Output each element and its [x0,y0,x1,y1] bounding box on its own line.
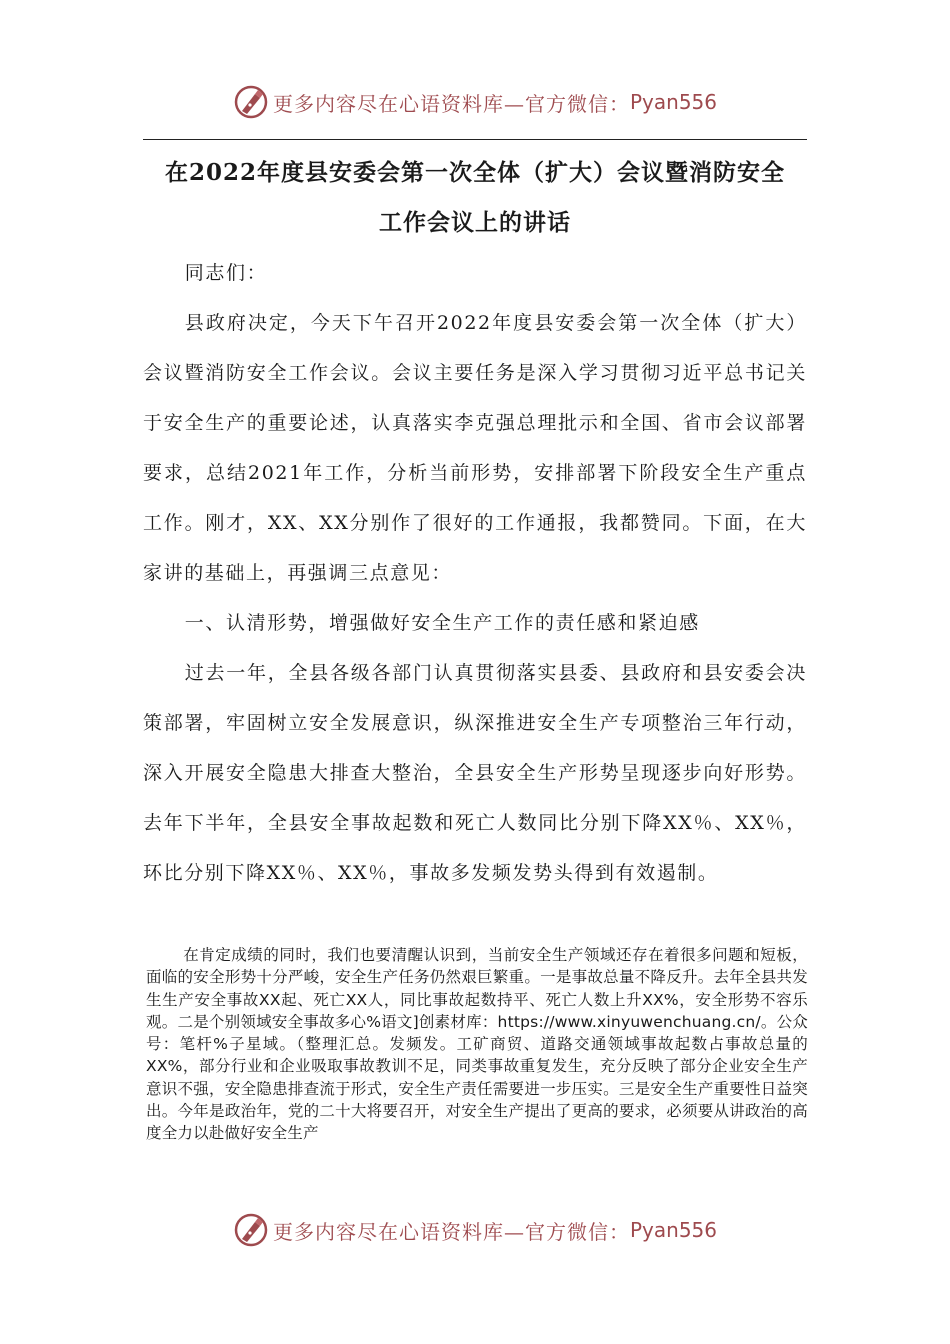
salutation: 同志们： [184,262,268,284]
pen-nib-logo-icon [233,1212,269,1248]
document-body [143,248,807,898]
footer-banner [0,1210,950,1250]
title-line-1: 在2022年度县安委会第一次全体（扩大）会议暨消防安全 [164,159,785,186]
footer-banner-wechat-id: Pyan556 [629,1218,717,1242]
paragraph-2: 过去一年，全县各级各部门认真贯彻落实县委、县政府和县安委会决策部署，牢固树立安全发展意识，纵深推进安全生产专项整治三年行动，深入开展安全隐患大排查大整治，全县安全生产形势呈现逐步向好形势。去年下半年，全县安全事故起数和死亡人数同比分别下降XX％、XX％，环比分别下降XX％、XX％，事故多发频发势头得到有效遏制。 [143,662,807,884]
header-banner [0,82,950,122]
section-heading-1: 一、认清形势，增强做好安全生产工作的责任感和紧迫感 [184,612,700,634]
title-line-2: 工作会议上的讲话 [379,209,571,236]
banner-wechat-id: Pyan556 [629,90,717,114]
paragraph-3: 在肯定成绩的同时，我们也要清醒认识到，当前安全生产领域还存在着很多问题和短板，面临的安全形势十分严峻，安全生产任务仍然艰巨繁重。一是事故总量不降反升。去年全县共发生生产安全事故XX起、死亡XX人，同比事故起数持平、死亡人数上升XX%，安全形势不容乐观。二是个别领域安全事故多心%语文]创素材库：https://www.xinyuwenchuang.cn/。公众号：笔杆%子星域。（整理汇总。发频发。工矿商贸、道路交通领域事故起数占事故总量的XX%，部分行业和企业吸取事故教训不足，同类事故重复发生，充分反映了部分企业安全生产意识不强，安全隐患排查流于形式，安全生产责任需要进一步压实。三是安全生产重要性日益突出。今年是政治年，党的二十大将要召开，对安全生产提出了更高的要求，必须要从讲政治的高度全力以赴做好安全生产 [146,946,808,1143]
pen-nib-logo-icon [233,84,269,120]
banner-text: 更多内容尽在心语资料库—官方微信： [272,91,630,116]
header-divider [143,139,807,140]
document-title [143,148,807,248]
footer-banner-text: 更多内容尽在心语资料库—官方微信： [272,1219,630,1244]
dense-text-block [146,944,808,1145]
paragraph-1: 县政府决定，今天下午召开2022年度县安委会第一次全体（扩大）会议暨消防安全工作会议。会议主要任务是深入学习贯彻习近平总书记关于安全生产的重要论述，认真落实李克强总理批示和全国、省市会议部署要求，总结2021年工作，分析当前形势，安排部署下阶段安全生产重点工作。刚才，XX、XX分别作了很好的工作通报，我都赞同。下面，在大家讲的基础上，再强调三点意见： [143,312,807,584]
